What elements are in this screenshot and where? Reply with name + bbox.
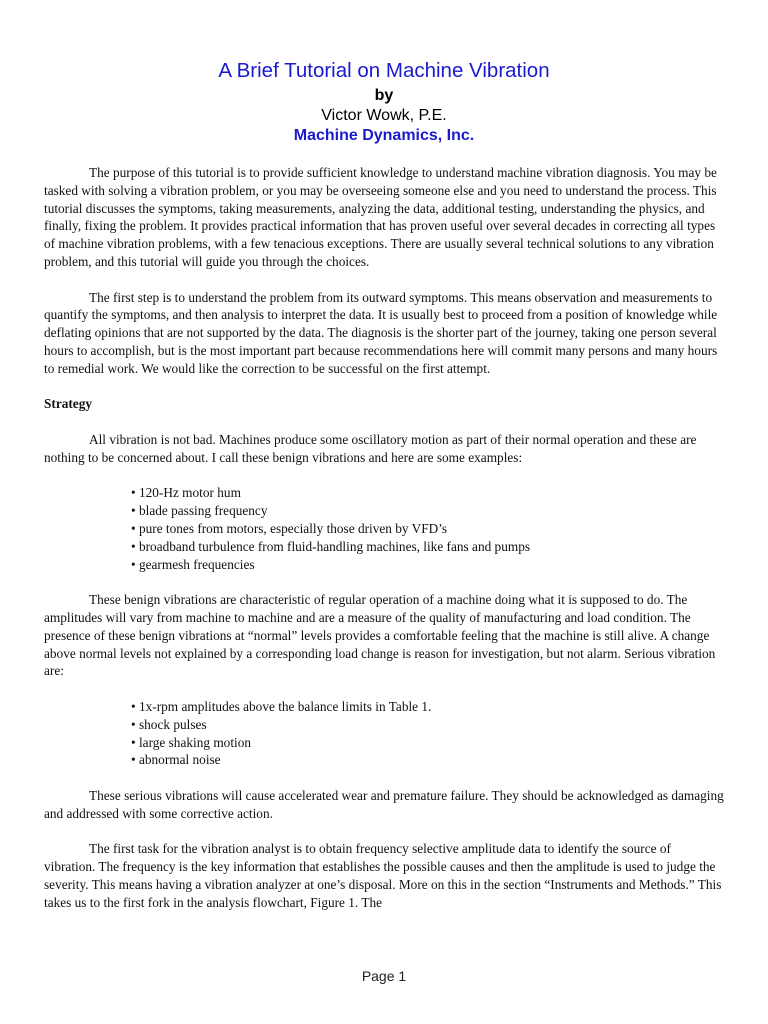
paragraph-purpose: The purpose of this tutorial is to provide sufficient knowledge to understand machine vibration diagnosis. You may be tasked with solving a vibration problem, or you may be overseeing someone else and you need to understand the process. This tutorial discusses the symptoms, taking measurements, analyzing the data, additional testing, understanding the physics, and finally, fixing the problem. It provides practical information that has proven useful over several decades in correcting all types of machine vibration problems, with a few tenacious exceptions. There are usually several technical solutions to any vibration problem, and this tutorial will guide you through the choices. xyxy=(44,165,717,269)
page-number: Page 1 xyxy=(361,968,407,984)
list-item: • large shaking motion xyxy=(131,734,252,750)
list-item: • shock pulses xyxy=(131,716,207,732)
paragraph-benign-intro: All vibration is not bad. Machines produce some oscillatory motion as part of their normal operation and these are nothing to be concerned about. I call these benign vibrations and here are some examples: xyxy=(44,431,697,465)
paragraph-first-step: The first step is to understand the problem from its outward symptoms. This means observation and measurements to quantify the symptoms, and then analysis to interpret the data. It is usually best to proceed from a position of knowledge while deflating opinions that are not supported by the data. The diagnosis is the shorter part of the journey, taking one person several hours to accomplish, but is the most important part because recommendations here will commit many persons and many hours to remedial work. We would like the correction to be successful on the first attempt. xyxy=(44,289,718,376)
section-heading-strategy: Strategy xyxy=(44,396,92,412)
serious-vibration-list xyxy=(44,698,724,769)
list-item: • blade passing frequency xyxy=(131,503,268,519)
list-item: • 1x-rpm amplitudes above the balance limits in Table 1. xyxy=(131,698,432,714)
paragraph-serious-effects: These serious vibrations will cause accelerated wear and premature failure. They should be acknowledged as damaging and addressed with some corrective action. xyxy=(44,787,724,821)
company-name: Machine Dynamics, Inc. xyxy=(293,127,475,144)
list-item: • gearmesh frequencies xyxy=(131,556,255,572)
document-title: A Brief Tutorial on Machine Vibration xyxy=(218,59,550,82)
author-name: Victor Wowk, P.E. xyxy=(321,107,447,124)
list-item: • abnormal noise xyxy=(131,752,221,768)
paragraph-first-task: The first task for the vibration analyst is to obtain frequency selective amplitude data to identify the source of vibration. The frequency is the key information that establishes the possible causes and then the amplitude is used to judge the severity. This means having a vibration analyzer at one’s disposal. More on this in the section “Instruments and Methods.” This takes us to the first fork in the analysis flowchart, Figure 1. The xyxy=(44,841,722,910)
byline-by: by xyxy=(374,87,394,104)
benign-vibration-list xyxy=(44,484,724,573)
paragraph-benign-characteristics: These benign vibrations are characteristic of regular operation of a machine doing what it is supposed to do. The amplitudes will vary from machine to machine and are a measure of the quality of manufacturing and load condition. The presence of these benign vibrations at “normal” levels provides a comfortable feeling that the machine is still alive. A change above normal levels not explained by a corresponding load change is reason for investigation, but not alarm. Serious vibration are: xyxy=(44,592,716,679)
list-item: • broadband turbulence from fluid-handling machines, like fans and pumps xyxy=(131,538,531,554)
list-item: • 120-Hz motor hum xyxy=(131,485,241,501)
document-body xyxy=(44,164,724,911)
list-item: • pure tones from motors, especially those driven by VFD’s xyxy=(131,520,448,536)
